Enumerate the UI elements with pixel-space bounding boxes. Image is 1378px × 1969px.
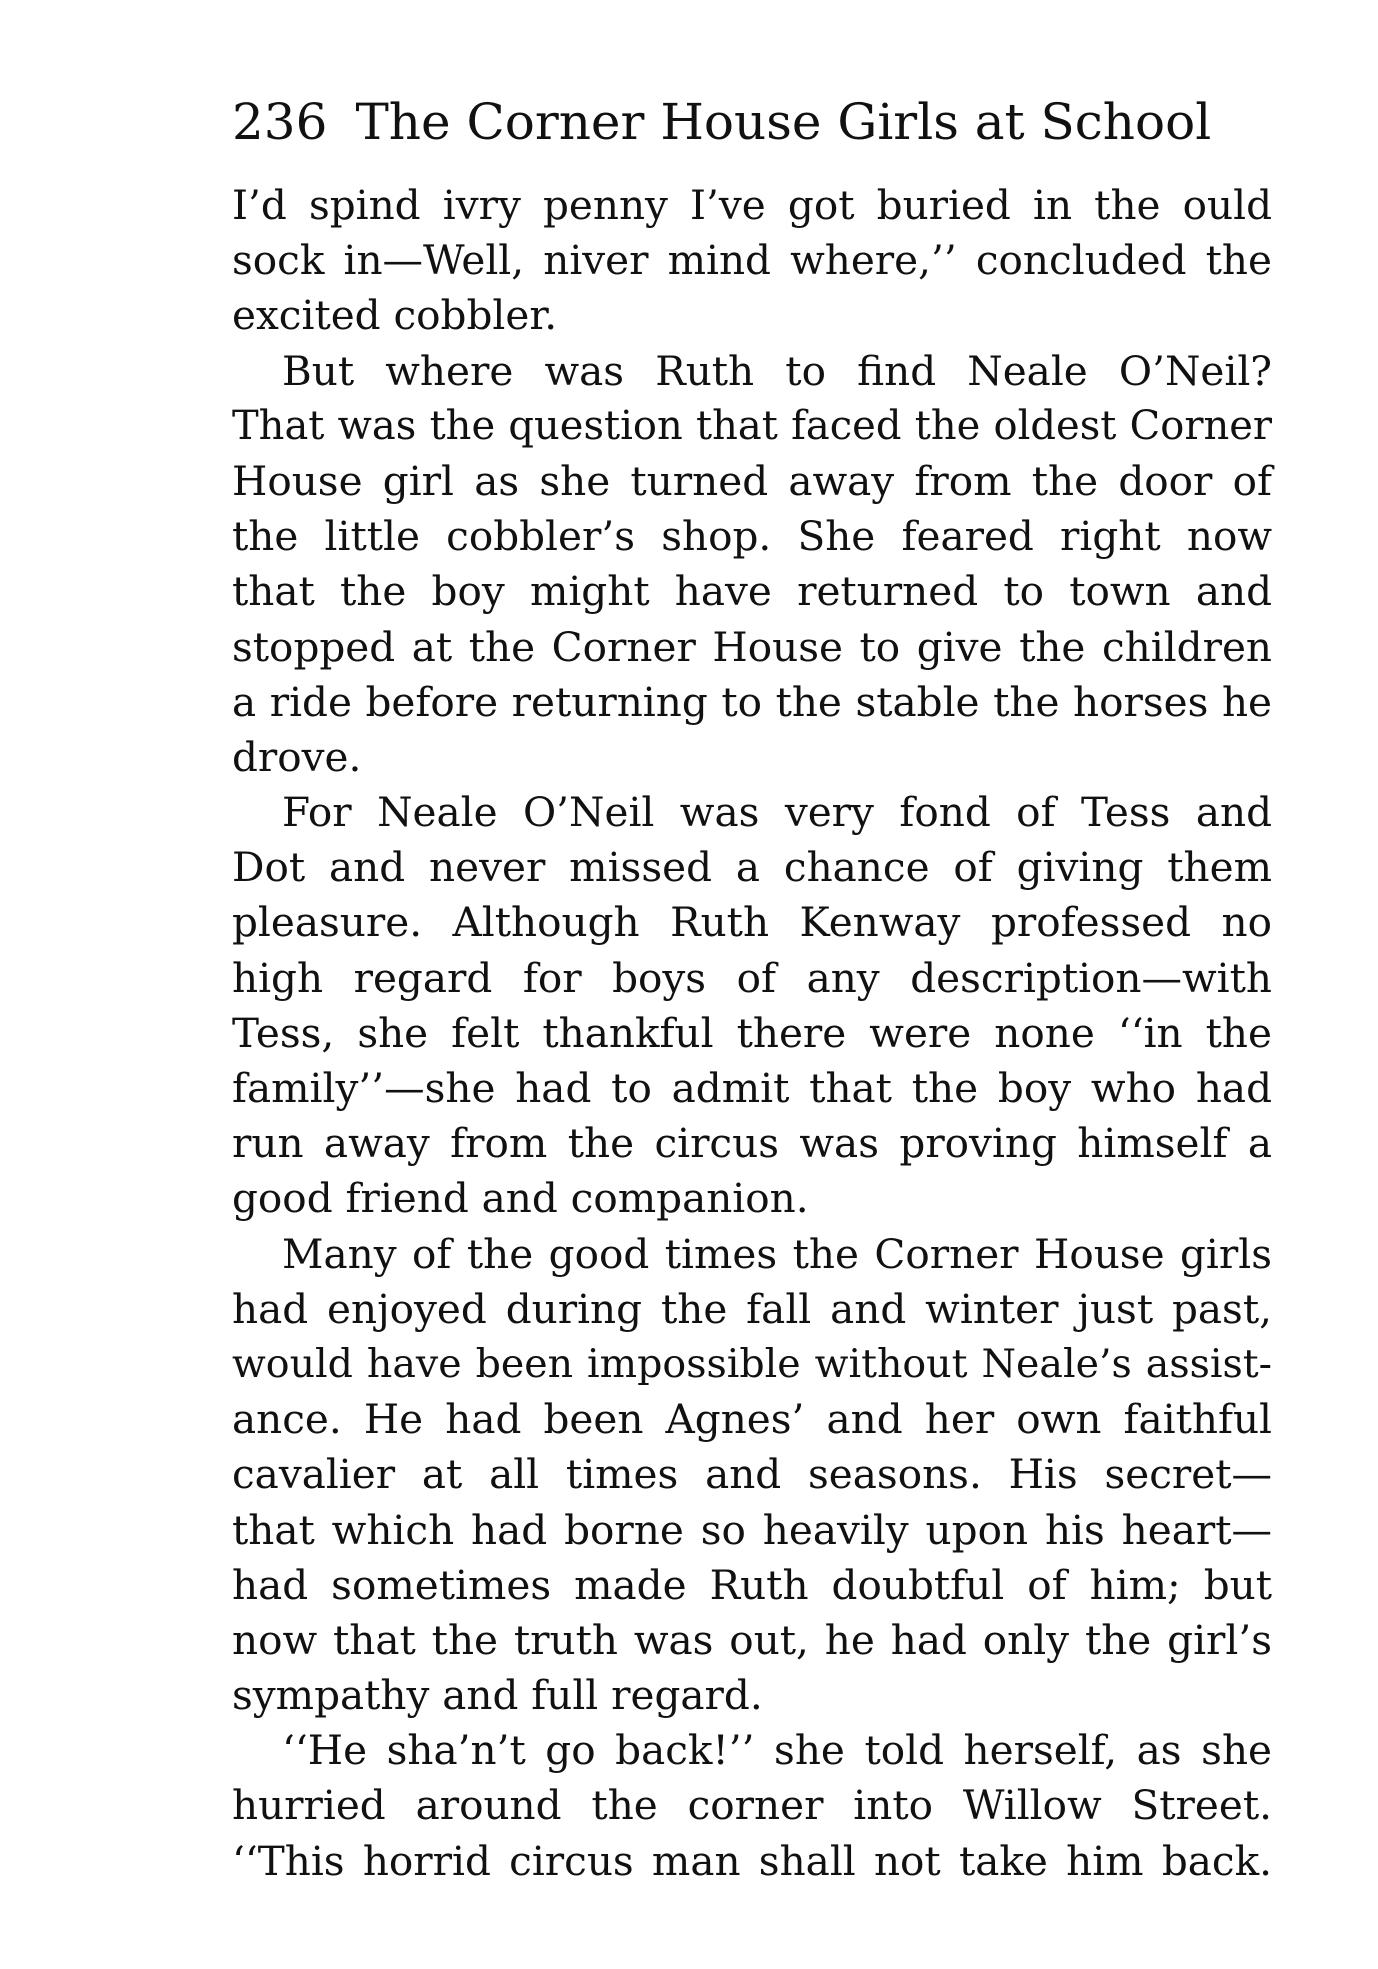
text-line: run away from the circus was proving himself a [232,1119,1272,1168]
text-line: a ride before returning to the stable the horses he [232,677,1272,726]
text-line: now that the truth was out, he had only the girl’s [232,1615,1272,1664]
text-line: had sometimes made Ruth doubtful of him; but [232,1560,1272,1609]
text-line: pleasure. Although Ruth Kenway professed no [232,898,1272,947]
text-line: sock in—Well, niver mind where,’’ concluded the [232,236,1272,285]
text-line: hurried around the corner into Willow Street. [232,1781,1272,1830]
text-line: the little cobbler’s shop. She feared right now [232,512,1272,561]
text-line: Tess, she felt thankful there were none ‘‘in the [232,1008,1272,1057]
text-line: drove. [232,732,362,781]
text-line: sympathy and full regard. [232,1671,763,1720]
text-line: cavalier at all times and seasons. His secret— [232,1450,1272,1499]
text-line: ‘‘This horrid circus man shall not take him back. [232,1836,1272,1885]
text-line: high regard for boys of any description—with [232,953,1272,1002]
text-line: ‘‘He sha’n’t go back!’’ she told herself, as she [282,1726,1272,1775]
running-header [232,92,1292,152]
body-text [232,178,1272,1889]
text-line: I’d spind ivry penny I’ve got buried in the ould [232,181,1272,229]
text-line: Dot and never missed a chance of giving them [232,843,1272,892]
running-title: The Corner House Girls at School [355,93,1212,151]
text-line: But where was Ruth to find Neale O’Neil? [282,346,1272,395]
text-line: family’’—she had to admit that the boy who had [232,1064,1272,1112]
text-line: For Neale O’Neil was very fond of Tess and [282,788,1272,837]
text-line: that which had borne so heavily upon his heart— [232,1505,1272,1554]
text-line: had enjoyed during the fall and winter just past, [232,1284,1272,1333]
text-line: stopped at the Corner House to give the children [232,622,1272,671]
text-line: good friend and companion. [232,1174,809,1223]
text-line: that the boy might have returned to town and [232,567,1272,616]
text-line: excited cobbler. [232,291,558,340]
text-line: That was the question that faced the oldest Corner [232,402,1272,449]
page-number: 236 [232,93,328,151]
text-line: House girl as she turned away from the door of [232,456,1272,505]
text-line: ance. He had been Agnes’ and her own faithful [232,1395,1272,1444]
text-line: Many of the good times the Corner House girls [282,1229,1272,1278]
text-line: would have been impossible without Neale’s assist- [232,1340,1272,1387]
